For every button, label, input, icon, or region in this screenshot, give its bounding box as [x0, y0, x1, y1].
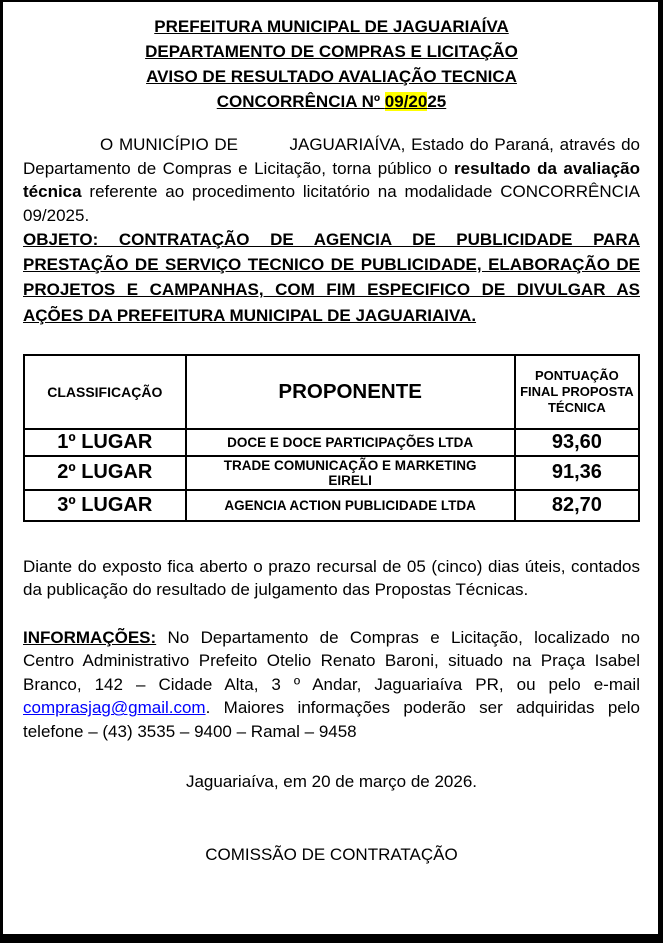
intro-paragraph: [23, 133, 640, 227]
header-line-3: [23, 64, 640, 89]
rank-cell: 1º LUGAR: [24, 429, 186, 456]
signature-line: COMISSÃO DE CONTRATAÇÃO: [205, 844, 458, 864]
col-header-pontuacao: PONTUAÇÃO FINAL PROPOSTA TÉCNICA: [515, 355, 639, 429]
concorrencia-suffix: 25: [427, 92, 447, 111]
email-link[interactable]: comprasjag@gmail.com: [23, 698, 206, 718]
rank-cell: 2º LUGAR: [24, 456, 186, 490]
informacoes-text-part2: . Maiores informações poderão ser adquiridas pelo telefone – (43) 3535 – 9400 – Ramal – 9458: [23, 698, 640, 741]
col-header-classificacao: CLASSIFICAÇÃO: [24, 355, 186, 429]
proponente-name: TRADE COMUNICAÇÃO E MARKETING EIRELI: [223, 457, 477, 488]
score-cell: 93,60: [515, 429, 639, 456]
document-header: [23, 14, 640, 114]
header-line-3-text: AVISO DE RESULTADO AVALIAÇÃO TECNICA: [146, 67, 517, 86]
header-line-2: [23, 39, 640, 64]
header-line-4: [23, 89, 640, 114]
table-header-row: [24, 355, 639, 429]
table-row-3rd-place: [24, 490, 639, 521]
table-row-2nd-place: [24, 456, 639, 490]
intro-text-part2: referente ao procedimento licitatório na modalidade CONCORRÊNCIA 09/2025.: [23, 182, 640, 225]
informacoes-text-part1: No Departamento de Compras e Licitação, localizado no Centro Administrativo Prefeito Otelio Renato Baroni, situado na Praça Isabel Branco, 142 – Cidade Alta, 3 º Andar, Jaguariaíva PR, ou pelo e-mail: [23, 627, 640, 694]
proponente-cell: [186, 456, 515, 490]
proponente-cell: [186, 429, 515, 456]
col-header-proponente: PROPONENTE: [186, 355, 515, 429]
header-line-1: [23, 14, 640, 39]
proponente-name: DOCE E DOCE PARTICIPAÇÕES LTDA: [227, 434, 474, 450]
intro-text-part1: O MUNICÍPIO DE JAGUARIAÍVA, Estado do Paraná, através do Departamento de Compras e Licitação, torna público o: [23, 135, 640, 178]
concorrencia-number-highlight: 09/20: [384, 92, 428, 111]
results-table: [23, 354, 640, 522]
intro-text-bold: resultado da avaliação técnica: [23, 158, 640, 201]
informacoes-paragraph: [23, 626, 640, 744]
header-line-1-text: PREFEITURA MUNICIPAL DE JAGUARIAÍVA: [154, 17, 509, 36]
proponente-name: AGENCIA ACTION PUBLICIDADE LTDA: [224, 497, 476, 513]
score-cell: 91,36: [515, 456, 639, 490]
table-row-1st-place: [24, 429, 639, 456]
header-line-4-text: [217, 92, 447, 111]
rank-cell: 3º LUGAR: [24, 490, 186, 521]
header-line-2-text: DEPARTAMENTO DE COMPRAS E LICITAÇÃO: [145, 42, 518, 61]
proponente-cell: [186, 490, 515, 521]
objeto-paragraph: OBJETO: CONTRATAÇÃO DE AGENCIA DE PUBLICIDADE PARA PRESTAÇÃO DE SERVIÇO TECNICO DE PUBLICIDADE, ELABORAÇÃO DE PROJETOS E CAMPANHAS, COM FIM ESPECIFICO DE DIVULGAR AS AÇÕES DA PREFEITURA MUNICIPAL DE JAGUARIAIVA.: [23, 230, 640, 325]
concorrencia-prefix: CONCORRÊNCIA Nº: [216, 92, 385, 111]
informacoes-label: INFORMAÇÕES:: [23, 627, 157, 647]
score-cell: 82,70: [515, 490, 639, 521]
date-line: Jaguariaíva, em 20 de março de 2026.: [185, 772, 478, 792]
prazo-recursal-paragraph: Diante do exposto fica aberto o prazo recursal de 05 (cinco) dias úteis, contados da publicação do resultado de julgamento das Propostas Técnicas.: [23, 556, 640, 600]
